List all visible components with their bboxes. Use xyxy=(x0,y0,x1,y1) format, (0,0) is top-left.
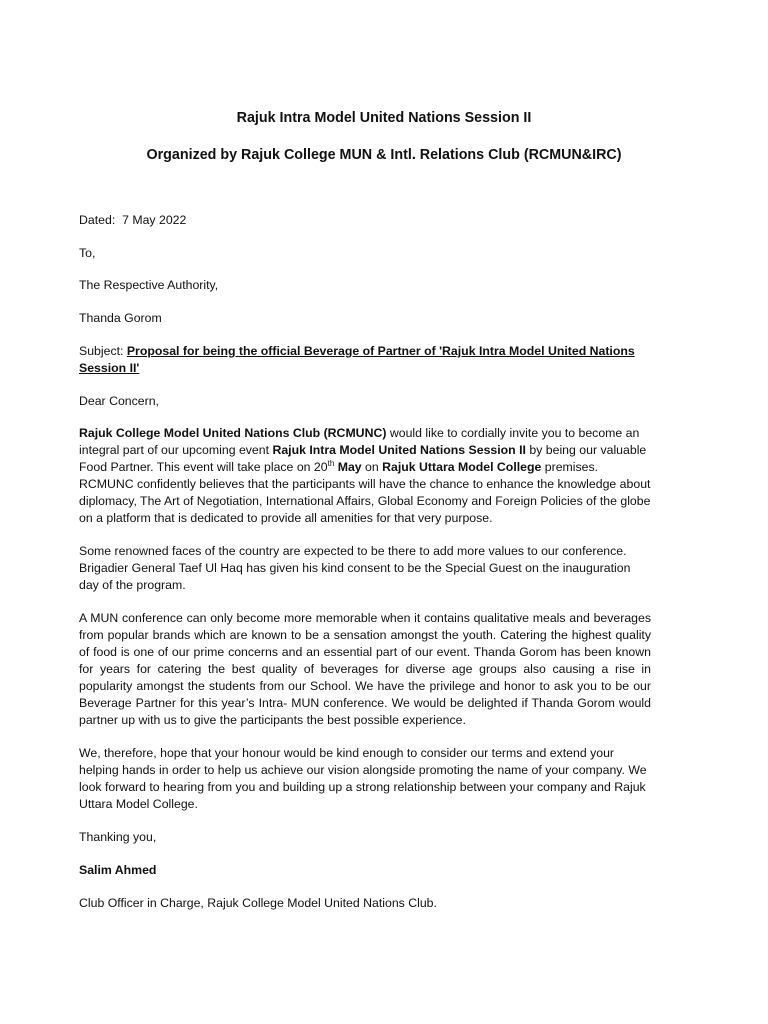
recipient-title: The Respective Authority, xyxy=(79,278,219,292)
invitation-text-4: premises. RCMUNC confidently believes that the participants will have the chance to enhance the knowledge about diplomacy, The Art of Negotiation, International Affairs, Global Economy and Foreign Policies of the globe on a platform that is dedicated to provide all amenities for that very purpose. xyxy=(79,460,651,525)
signer-name: Salim Ahmed xyxy=(79,863,157,877)
club-name: Rajuk College Model United Nations Club (RCMUNC) xyxy=(79,426,387,440)
paragraph-guests: Some renowned faces of the country are expected to be there to add more values to our conference. Brigadier General Taef Ul Haq has given his kind consent to be the Special Guest on the inauguration day of the program. xyxy=(79,544,631,592)
invitation-text-1: would like to cordially invite you to become an integral part of our upcoming event xyxy=(79,426,640,457)
subject-text: Proposal for being the official Beverage of Partner of 'Rajuk Intra Model United Nations Session II' xyxy=(79,344,635,375)
salutation: Dear Concern, xyxy=(79,394,159,408)
subject-line xyxy=(79,343,651,377)
paragraph-partner-request: A MUN conference can only become more memorable when it contains qualitative meals and beverages from popular brands which are known to be a sensation amongst the youth. Catering the highest quality of food is one of our prime concerns and an essential part of our event. Thanda Gorom has been known for years for catering the best quality of beverages for diverse age groups also causing a rise in popularity amongst the students from our School. We have the privilege and honor to ask you to be our Beverage Partner for this year’s Intra- MUN conference. We would be delighted if Thanda Gorom would partner up with us to give the participants the best possible experience. xyxy=(79,611,651,727)
event-day-suffix: th xyxy=(327,459,335,468)
paragraph-invitation xyxy=(79,425,651,527)
invitation-text-3: on xyxy=(361,460,383,474)
paragraph-closing-request: We, therefore, hope that your honour would be kind enough to consider our terms and extend your helping hands in order to help us achieve our vision alongside promoting the name of your company. We look forward to hearing from you and building up a strong relationship between your company and Rajuk Uttara Model College. xyxy=(79,746,647,811)
event-name: Rajuk Intra Model United Nations Session II xyxy=(272,443,526,457)
recipient-name: Thanda Gorom xyxy=(79,311,162,325)
event-title: Rajuk Intra Model United Nations Session II xyxy=(236,110,532,126)
signer-title: Club Officer in Charge, Rajuk College Model United Nations Club. xyxy=(79,896,437,910)
invitation-text-2: by being our valuable Food Partner. This event will take place on xyxy=(79,443,647,474)
date-value: 7 May 2022 xyxy=(122,213,187,227)
to-line: To, xyxy=(79,246,96,260)
organizer-line: Organized by Rajuk College MUN & Intl. Relations Club (RCMUN&IRC) xyxy=(146,147,622,163)
closing-line: Thanking you, xyxy=(79,830,157,844)
event-day: 20 xyxy=(313,460,328,474)
event-month: May xyxy=(337,460,362,474)
date-label: Dated: xyxy=(79,213,116,227)
date-line xyxy=(79,212,186,229)
subject-label: Subject: xyxy=(79,344,124,358)
event-venue: Rajuk Uttara Model College xyxy=(382,460,542,474)
